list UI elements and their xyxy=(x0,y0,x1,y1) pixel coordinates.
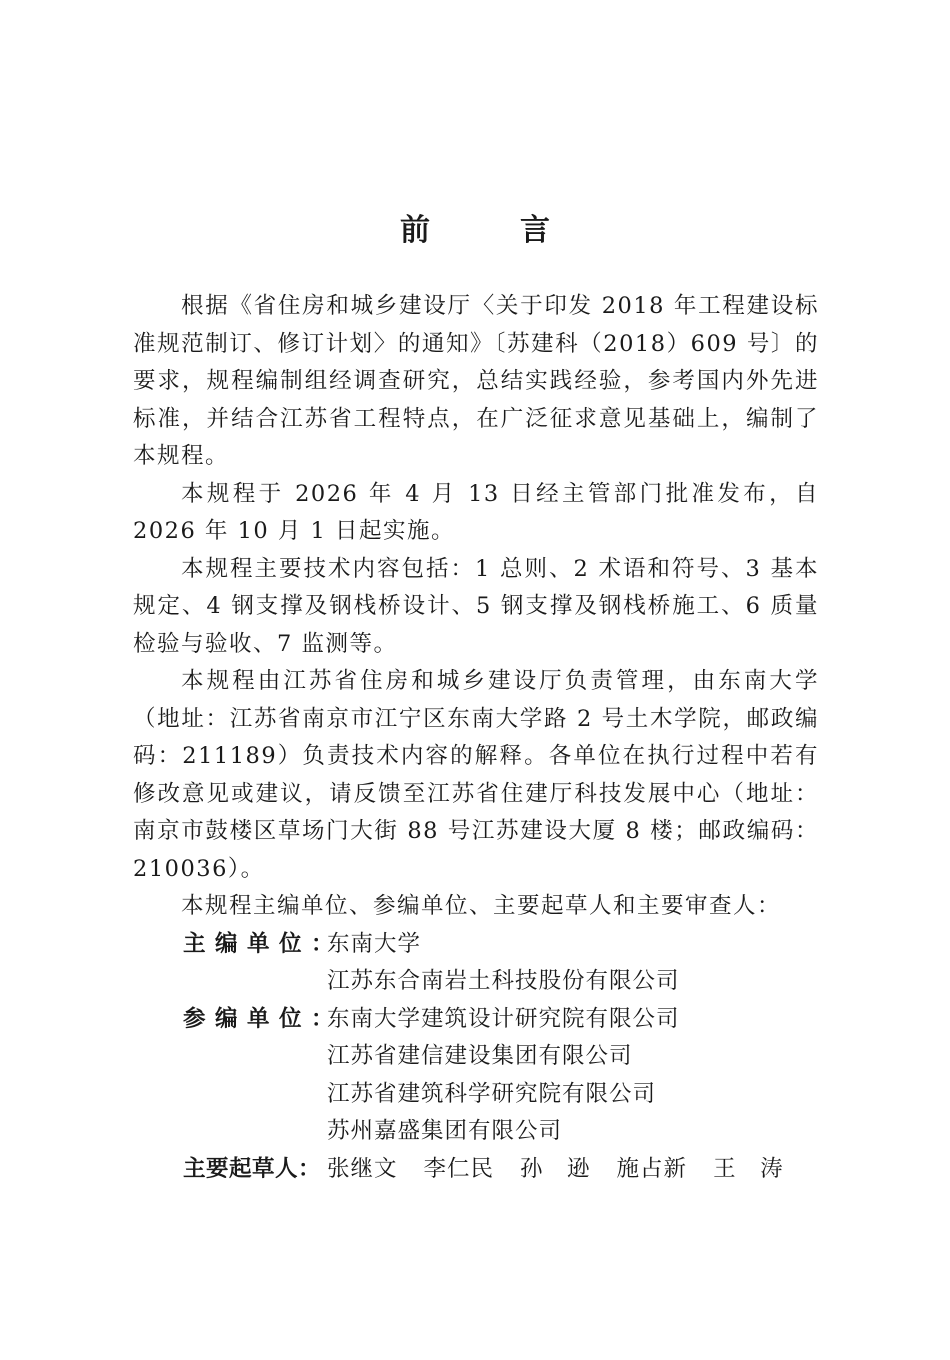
drafter-name: 李仁民 xyxy=(423,1155,495,1182)
drafters-list xyxy=(327,1151,784,1189)
participating-list xyxy=(327,1001,819,1151)
paragraph-contents: 本规程主要技术内容包括：1 总则、2 术语和符号、3 基本规定、4 钢支撑及钢栈桥设计、5 钢支撑及钢栈桥施工、6 质量检验与验收、7 监测等。 xyxy=(133,555,819,657)
drafter-name: 张继文 xyxy=(327,1155,398,1182)
participating-unit: 苏州嘉盛集团有限公司 xyxy=(327,1118,563,1144)
chief-editor-label: 主编单位： xyxy=(183,930,344,957)
participating-unit: 江苏省建筑科学研究院有限公司 xyxy=(327,1080,657,1107)
chief-editor-list xyxy=(327,926,819,1001)
page-title: 前 言 xyxy=(400,213,580,248)
paragraph-effective-date: 本规程于 2026 年 4 月 13 日经主管部门批准发布，自 2026 年 10 月 1 日起实施。 xyxy=(133,480,819,544)
drafters-label: 主要起草人： xyxy=(183,1155,322,1182)
chief-editor-unit: 江苏东合南岩土科技股份有限公司 xyxy=(327,968,680,994)
participating-unit: 江苏省建信建设集团有限公司 xyxy=(327,1043,633,1069)
drafter-name: 孙 逊 xyxy=(520,1155,591,1182)
drafter-name: 王 涛 xyxy=(713,1155,784,1182)
paragraph-management: 本规程由江苏省住房和城乡建设厅负责管理，由东南大学（地址：江苏省南京市江宁区东南大学路 2 号土木学院，邮政编码：211189）负责技术内容的解释。各单位在执行过程中若有修改意见或建议，请反馈至江苏省住建厅科技发展中心（地址：南京市鼓楼区草场门大街 88 号江苏建设大厦 8 楼；邮政编码：210036）。 xyxy=(133,668,819,882)
main-drafters xyxy=(133,1151,819,1189)
paragraph-units-intro: 本规程主编单位、参编单位、主要起草人和主要审查人： xyxy=(181,893,782,919)
participating-unit: 东南大学建筑设计研究院有限公司 xyxy=(327,1005,680,1032)
paragraph-basis: 根据《省住房和城乡建设厅〈关于印发 2018 年工程建设标准规范制订、修订计划〉的通知》〔苏建科（2018）609 号〕的要求，规程编制组经调查研究，总结实践经验，参考国内外先进标准，并结合江苏省工程特点，在广泛征求意见基础上，编制了本规程。 xyxy=(133,293,819,469)
preface-body xyxy=(133,288,819,1188)
participating-label: 参编单位： xyxy=(183,1005,344,1032)
drafter-name: 施占新 xyxy=(616,1155,688,1182)
participating-units xyxy=(133,1001,819,1151)
chief-editor-unit: 东南大学 xyxy=(327,930,422,957)
chief-editor-units xyxy=(133,926,819,1001)
